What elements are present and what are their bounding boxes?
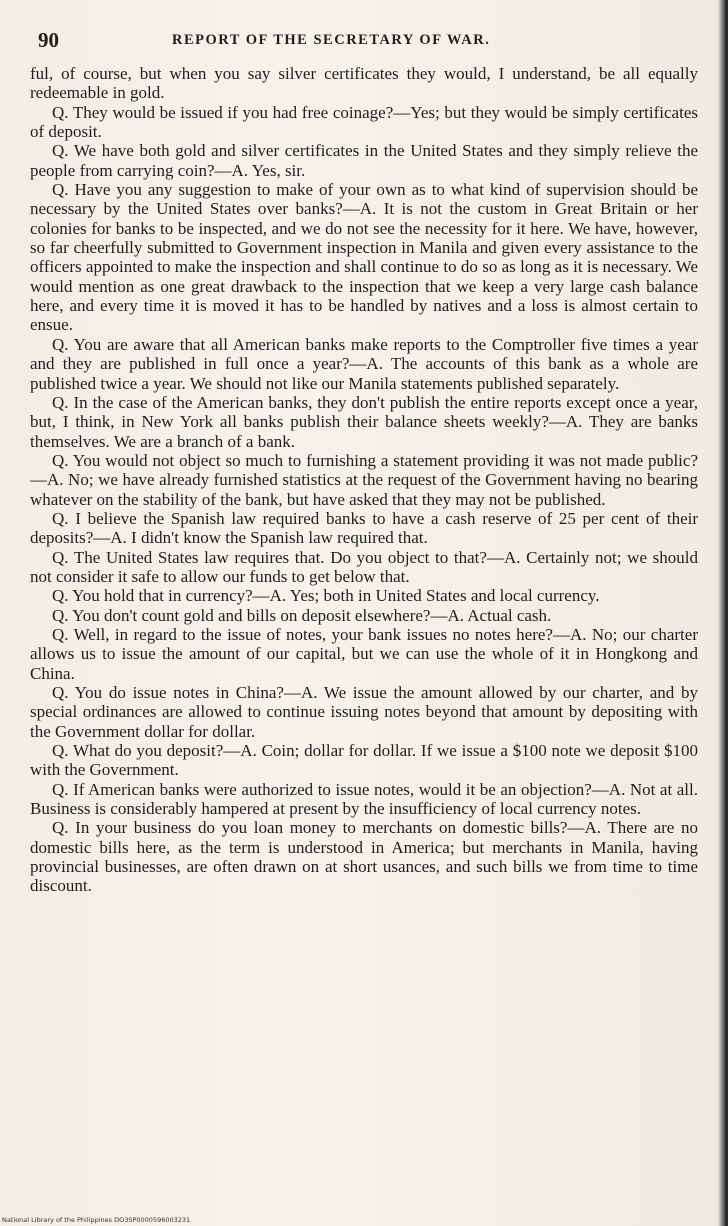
paragraph: Q. You would not object so much to furnishing a statement providing it was not made public?—A. No; we have already furnished statistics at the request of the Government having no bearing whatever on the stability of the bank, but have asked that they may not be published. [30, 450, 698, 509]
body-text [30, 64, 698, 896]
paragraph: Q. You hold that in currency?—A. Yes; both in United States and local currency. [52, 586, 600, 606]
paragraph: Q. You don't count gold and bills on deposit elsewhere?—A. Actual cash. [52, 605, 552, 625]
paragraph: ful, of course, but when you say silver certificates they would, I understand, be all equally redeemable in gold. [30, 64, 698, 103]
paragraph: Q. What do you deposit?—A. Coin; dollar for dollar. If we issue a $100 note we deposit $100 with the Government. [30, 741, 698, 780]
paragraph: Q. If American banks were authorized to issue notes, would it be an objection?—A. Not at all. Business is considerably hampered at present by the insufficiency of local currency notes. [30, 779, 698, 819]
paragraph: Q. They would be issued if you had free coinage?—Yes; but they would be simply certificates of deposit. [30, 102, 698, 142]
paragraph: Q. You do issue notes in China?—A. We issue the amount allowed by our charter, and by special ordinances are allowed to continue issuing notes beyond that amount by depositing with the Government dollar for dollar. [30, 683, 698, 741]
page-header [38, 28, 698, 54]
paragraph: Q. In the case of the American banks, they don't publish the entire reports except once a year, but, I think, in New York all banks publish their balance sheets weekly?—A. They are banks themselves. We are a branch of a bank. [30, 392, 698, 451]
paragraph: Q. The United States law requires that. Do you object to that?—A. Certainly not; we should not consider it safe to allow our funds to get below that. [30, 547, 698, 586]
paragraph: Q. Well, in regard to the issue of notes, your bank issues no notes here?—A. No; our charter allows us to issue the amount of our capital, but we can use the whole of it in Hongkong and China. [30, 624, 698, 683]
page-number: 90 [38, 28, 59, 52]
running-head: REPORT OF THE SECRETARY OF WAR. [172, 32, 491, 48]
paragraph: Q. You are aware that all American banks make reports to the Comptroller five times a year and they are published in full once a year?—A. The accounts of this bank as a whole are published twice a year. We should not like our Manila statements published separately. [30, 334, 698, 393]
scan-watermark: National Library of the Philippines DO3SP0000596003231 [2, 1216, 191, 1224]
paragraph: Q. Have you any suggestion to make of your own as to what kind of supervision should be necessary by the United States over banks?—A. It is not the custom in Great Britain or her colonies for banks to be inspected, and we do not see the necessity for it here. We have, however, so far cheerfully submitted to Government inspection in Manila and given every assistance to the officers appointed to make the inspection and shall continue to do so as long as it is necessary. We would mention as one great drawback to the inspection that we keep a very large cash balance here, and every time it is moved it has to be handled by natives and a loss is almost certain to ensue. [30, 180, 698, 335]
paragraph: Q. In your business do you loan money to merchants on domestic bills?—A. There are no domestic bills here, as the term is understood in America; but merchants in Manila, having provincial businesses, are often drawn on at short usances, and such bills we from time to time discount. [30, 818, 698, 896]
page-edge-shadow [718, 0, 728, 1226]
paragraph: Q. We have both gold and silver certificates in the United States and they simply relieve the people from carrying coin?—A. Yes, sir. [30, 141, 698, 180]
paragraph: Q. I believe the Spanish law required banks to have a cash reserve of 25 per cent of their deposits?—A. I didn't know the Spanish law required that. [30, 508, 698, 548]
